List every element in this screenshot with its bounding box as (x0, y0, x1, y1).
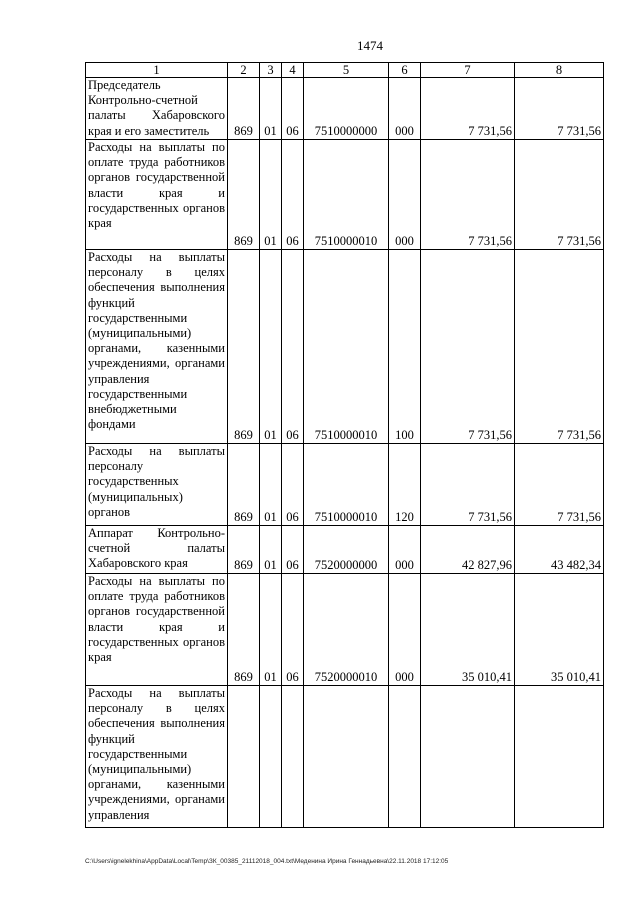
column-header: 3 (260, 63, 282, 78)
cell-expense-type: 000 (389, 574, 421, 686)
table-row (86, 444, 604, 526)
cell-expense-type (389, 686, 421, 828)
cell-amount-year2: 43 482,34 (515, 526, 604, 574)
cell-subsection: 06 (282, 250, 304, 444)
cell-amount-year1: 7 731,56 (421, 250, 515, 444)
cell-target-article: 7510000010 (304, 140, 389, 250)
cell-section: 01 (260, 574, 282, 686)
cell-amount-year1: 42 827,96 (421, 526, 515, 574)
cell-section: 01 (260, 140, 282, 250)
column-header: 6 (389, 63, 421, 78)
table-header-row (86, 63, 604, 78)
cell-ministry-code: 869 (228, 574, 260, 686)
cell-expense-type: 100 (389, 250, 421, 444)
cell-amount-year2: 35 010,41 (515, 574, 604, 686)
cell-section (260, 686, 282, 828)
cell-amount-year1: 7 731,56 (421, 140, 515, 250)
footer-file-path: C:\Users\ignelekhina\AppData\Local\Temp\ЗК_00385_21112018_004.txt\Меденина Ирина Геннадьевна\22.11.2018 17:12:05 (85, 858, 449, 865)
table-row (86, 78, 604, 140)
table-row (86, 574, 604, 686)
cell-section: 01 (260, 250, 282, 444)
cell-target-article: 7510000010 (304, 444, 389, 526)
cell-subsection: 06 (282, 140, 304, 250)
cell-ministry-code: 869 (228, 250, 260, 444)
table-row (86, 250, 604, 444)
column-header: 7 (421, 63, 515, 78)
row-name: Аппарат Контрольно-счетной палаты Хабаровского края (86, 526, 228, 574)
cell-ministry-code: 869 (228, 140, 260, 250)
cell-expense-type: 000 (389, 140, 421, 250)
cell-amount-year1: 7 731,56 (421, 78, 515, 140)
cell-subsection: 06 (282, 574, 304, 686)
row-name: Председатель Контрольно-счетной палаты Хабаровского края и его заместитель (86, 78, 228, 140)
column-header: 5 (304, 63, 389, 78)
cell-amount-year2: 7 731,56 (515, 78, 604, 140)
row-name: Расходы на выплаты персоналу государственных (муниципальных) органов (86, 444, 228, 526)
cell-target-article: 7510000010 (304, 250, 389, 444)
cell-ministry-code: 869 (228, 78, 260, 140)
table-row (86, 686, 604, 828)
cell-subsection: 06 (282, 444, 304, 526)
column-header: 8 (515, 63, 604, 78)
column-header: 1 (86, 63, 228, 78)
row-name: Расходы на выплаты по оплате труда работников органов государственной власти края и государственных органов края (86, 574, 228, 686)
cell-subsection: 06 (282, 526, 304, 574)
cell-section: 01 (260, 78, 282, 140)
cell-ministry-code (228, 686, 260, 828)
cell-amount-year2 (515, 686, 604, 828)
row-name: Расходы на выплаты персоналу в целях обеспечения выполнения функций государственными (муниципальными) органами, казенными учреждениями, органами управления (86, 686, 228, 828)
cell-amount-year2: 7 731,56 (515, 250, 604, 444)
cell-subsection: 06 (282, 78, 304, 140)
cell-section: 01 (260, 526, 282, 574)
table-row (86, 526, 604, 574)
page-number: 1474 (357, 38, 383, 53)
cell-amount-year2: 7 731,56 (515, 140, 604, 250)
cell-expense-type: 000 (389, 78, 421, 140)
cell-expense-type: 000 (389, 526, 421, 574)
cell-target-article (304, 686, 389, 828)
column-header: 4 (282, 63, 304, 78)
cell-target-article: 7520000010 (304, 574, 389, 686)
column-header: 2 (228, 63, 260, 78)
cell-amount-year1 (421, 686, 515, 828)
cell-amount-year1: 35 010,41 (421, 574, 515, 686)
cell-subsection (282, 686, 304, 828)
cell-ministry-code: 869 (228, 444, 260, 526)
cell-target-article: 7510000000 (304, 78, 389, 140)
row-name: Расходы на выплаты по оплате труда работников органов государственной власти края и государственных органов края (86, 140, 228, 250)
table-row (86, 140, 604, 250)
cell-expense-type: 120 (389, 444, 421, 526)
cell-section: 01 (260, 444, 282, 526)
cell-target-article: 7520000000 (304, 526, 389, 574)
cell-amount-year1: 7 731,56 (421, 444, 515, 526)
cell-ministry-code: 869 (228, 526, 260, 574)
budget-table (85, 62, 604, 828)
cell-amount-year2: 7 731,56 (515, 444, 604, 526)
row-name: Расходы на выплаты персоналу в целях обеспечения выполнения функций государственными (муниципальными) органами, казенными учреждениями, органами управления государственными внебюджетными фондами (86, 250, 228, 444)
